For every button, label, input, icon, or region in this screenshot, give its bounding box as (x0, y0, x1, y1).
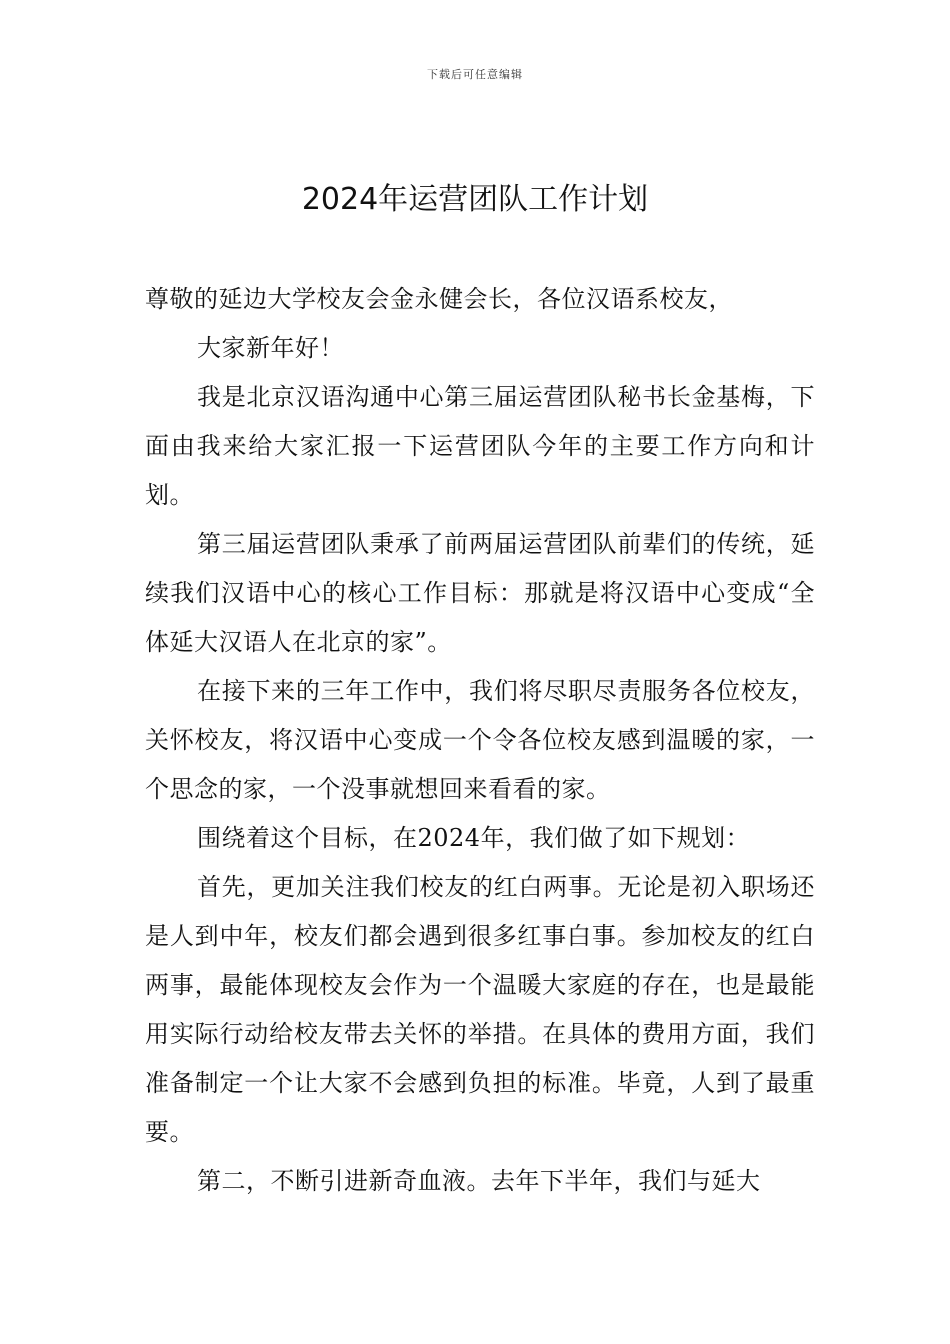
second-plan-paragraph: 第二，不断引进新奇血液。去年下半年，我们与延大 (197, 1167, 761, 1195)
first-plan-paragraph: 首先，更加关注我们校友的红白两事。无论是初入职场还是人到中年，校友们都会遇到很多红事白事。参加校友的红白两事，最能体现校友会作为一个温暖大家庭的存在，也是最能用实际行动给校友带去关怀的举措。在具体的费用方面，我们准备制定一个让大家不会感到负担的标准。毕竟，人到了最重要。 (145, 873, 815, 1146)
salutation-paragraph: 尊敬的延边大学校友会金永健会长，各位汉语系校友， (145, 285, 733, 313)
greeting-paragraph: 大家新年好！ (197, 334, 344, 362)
plan-intro-paragraph: 围绕着这个目标，在2024年，我们做了如下规划： (197, 824, 751, 852)
commitment-paragraph: 在接下来的三年工作中，我们将尽职尽责服务各位校友，关怀校友，将汉语中心变成一个令各位校友感到温暖的家，一个思念的家，一个没事就想回来看看的家。 (145, 677, 815, 803)
document-body (145, 275, 815, 1206)
document-title: 2024年运营团队工作计划 (301, 182, 649, 217)
tradition-paragraph: 第三届运营团队秉承了前两届运营团队前辈们的传统，延续我们汉语中心的核心工作目标：那就是将汉语中心变成“全体延大汉语人在北京的家”。 (145, 530, 815, 656)
introduction-paragraph: 我是北京汉语沟通中心第三届运营团队秘书长金基梅，下面由我来给大家汇报一下运营团队今年的主要工作方向和计划。 (145, 383, 815, 509)
header-note: 下载后可任意编辑 (427, 68, 523, 81)
